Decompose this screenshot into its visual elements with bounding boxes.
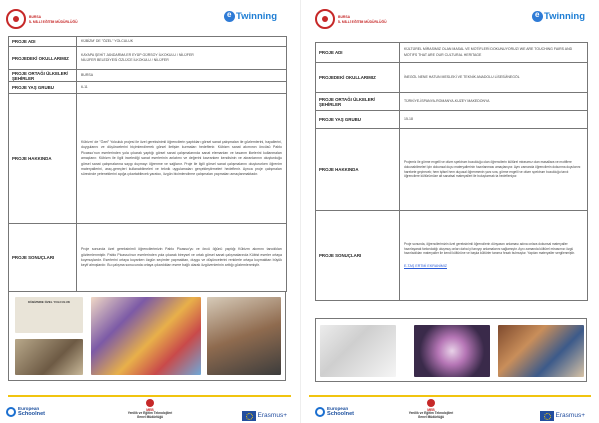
erasmus-text: Erasmus+ <box>555 412 585 420</box>
left-page <box>0 0 299 423</box>
page-footer <box>0 395 299 423</box>
yegm-seal-icon <box>427 399 435 407</box>
value-partners: BURSA <box>77 70 287 82</box>
poster-image <box>15 297 83 333</box>
yegm-title: MEB <box>146 408 154 412</box>
row-age-group <box>316 111 588 129</box>
project-info-table <box>8 36 287 292</box>
european-schoolnet-logo <box>315 405 371 419</box>
yegm-line1: Yenilik ve Eğitim Teknolojileri <box>127 411 173 415</box>
results-text: Proje sonunda, öğrencilerimizin özel gereksinimli öğrencilerin dünyasını anlaması adına onlara dokunsal materyaller hazırlayarak farkındalığı uluşmuş onları daha iyi tanıyıp anlamalarını sağlamıştır. Aynı zamanda kültürel mirasımızı özgü hazırladıkları materyaller ile kendi kültürüne ve başka kültürler tanıma fırsatı bulmuştur. Yapılan materyaller sergilenmiştir. <box>404 241 575 256</box>
right-page <box>300 0 599 423</box>
label-project-name: PROJE ADI <box>316 43 400 63</box>
materials-image-2 <box>498 325 584 377</box>
poster-caption: KÜBİZMDE ÖZEL YOLCULUK <box>27 300 71 304</box>
page-footer <box>301 395 599 423</box>
eu-flag-icon <box>540 411 554 421</box>
etwinning-logo <box>224 11 277 22</box>
yegm-title: MEB <box>427 408 435 412</box>
erasmus-logo <box>242 407 287 420</box>
es-line2: Schoolnet <box>327 411 355 417</box>
value-project-name: KÜBİZM' DE "ÖZEL" YOLCULUK <box>77 37 287 47</box>
label-partners: PROJE ORTAĞI ÜLKELER/ŞEHİRLER <box>9 70 77 82</box>
yegm-line2: Genel Müdürlüğü <box>136 414 164 419</box>
european-schoolnet-logo <box>6 405 62 419</box>
erasmus-logo <box>540 407 585 420</box>
yegm-line2: Genel Müdürlüğü <box>417 414 445 419</box>
label-results: PROJE SONUÇLARI <box>9 224 77 292</box>
page-header <box>301 6 599 32</box>
project-images <box>8 291 286 381</box>
value-about: Kübizm' de "Özel" Yolculuk projesi ile özel gereksinimli öğrencilerin yaptıkları görsel sanat çalışmaları ile gözlemlerini, hayallerini, duygularını ve düşüncelerini biçimlendirerek görsel iletişim kurmaları hedeflenir. Kübizm sanat akımının öncüsü Pablo Picasso'nun eserlerinden yola çıkarak yaptığı görsel sanat çalışmalarında sanat elemanları ve tasarım ilkelerini kullanmaları amaçlanır. Kübizm ile ilgili incelediği sanat eserlerinin anlatımı ve değerini kavranken kendisinin ve akranlarının oluşturduğu görsel sanat çalışmalarına saygı duymayı öğrenme ve sağlanır. Proje ile ilgili görsel sanat çalışmalarını oluştururken öğrenim materyallerini, araç-gereçleri kullanabilmeleri ve teknik uygulamaları gerçekleştirmeleri hedeflenir. Ayrıca proje çalışmaları sürecinde yeteneklerini açığa çıkartabilecek yaratıcı, özgün bicimlendirme çalışmaları yapmaları amaçlanmaktadır. <box>77 94 287 224</box>
materials-image-1 <box>320 325 396 377</box>
row-partners <box>9 70 287 82</box>
label-schools: PROJEDEKİ OKULLARIMIZ <box>316 63 400 93</box>
etwinning-star-icon <box>532 11 543 22</box>
row-schools <box>9 47 287 70</box>
meb-logo <box>315 6 385 32</box>
results-link[interactable]: E-TAŞ ERTMİ EKRANİMIZ <box>404 263 447 268</box>
yegm-seal-icon <box>146 399 154 407</box>
row-results <box>316 211 588 301</box>
es-line1: European <box>327 406 349 411</box>
label-age-group: PROJE YAŞ GRUBU <box>9 82 77 94</box>
student-artworks-image <box>91 297 201 375</box>
value-partners: TÜRKİYE-İSPANYA-ROMANYA-KUZEY MAKEDONYA <box>400 93 588 111</box>
row-about <box>9 94 287 224</box>
value-results <box>400 211 588 301</box>
etwinning-wordmark: Twinning <box>544 11 585 23</box>
row-results <box>9 224 287 292</box>
etwinning-logo <box>532 11 585 22</box>
yegm-logo <box>118 399 182 420</box>
meb-logo-line1: BURSA <box>338 15 351 19</box>
european-schoolnet-icon <box>315 407 325 417</box>
row-age-group <box>9 82 287 94</box>
meb-logo-line2: İL MİLLİ EĞİTİM MÜDÜRLÜĞÜ <box>29 20 78 24</box>
label-partners: PROJE ORTAĞI ÜLKELER/ŞEHİRLER <box>316 93 400 111</box>
eu-flag-icon <box>242 411 256 421</box>
yegm-line1: Yenilik ve Eğitim Teknolojileri <box>408 411 454 415</box>
row-schools <box>316 63 588 93</box>
project-info-table <box>315 42 588 301</box>
european-schoolnet-icon <box>6 407 16 417</box>
value-schools: İNEGÖL NENE HATUN MESLEKİ VE TEKNİK ANADOLU LİSESİ/İNEGÖL <box>400 63 588 93</box>
value-project-name: KÜLTÜREL MİRASIMIZ OLAN MASAL VE MOTİFLERİ DOKUNUYORUZ/ WE ARE TOUCHING FAIRS AND MOTIFS THAT ARE OUR CULTURAL HERITAGE <box>400 43 588 63</box>
label-about: PROJE HAKKINDA <box>9 94 77 224</box>
label-age-group: PROJE YAŞ GRUBU <box>316 111 400 129</box>
value-age-group: 6-11 <box>77 82 287 94</box>
etwinning-wordmark: Twinning <box>236 11 277 23</box>
meb-seal-icon <box>315 9 335 29</box>
row-project-name <box>9 37 287 47</box>
meb-logo-line2: İL MİLLİ EĞİTİM MÜDÜRLÜĞÜ <box>338 20 387 24</box>
label-about: PROJE HAKKINDA <box>316 129 400 211</box>
label-schools: PROJEDEKİ OKULLARIMIZ <box>9 47 77 70</box>
label-results: PROJE SONUÇLARI <box>316 211 400 301</box>
value-about: Projemiz ile görme engelli ve otizm spektrum bozukluğu olan öğrencilerin kültürel mirasımız olan masallara ve motiflere dokunabilmeleri için dokunsal duyu materyallerinin hazırlanması amaçlanıyor. Aynı zamanda öğrencilerin dokunma duyularını harekete geçirecek; hem işitsel hem duyusal öğrenmenin yanı sıra, görme engelli ve otizm spektrum bozukluğu tanılı öğrencilere kültürümüze ait sanatsal materyalleri ile buluşturmak ta hedefleniyor. <box>400 129 588 211</box>
meb-logo <box>6 6 76 32</box>
value-schools: KAYAPA ŞEHİT JANDARMA ER EYÜP GÜRSOY İLKOKULU / NİLÜFER NİLÜFER BELEDİYESİ ÖZLÜCE İLKOKULU / NİLÜFER <box>77 47 287 70</box>
footer-divider <box>8 395 291 397</box>
student-portrait-image <box>207 297 281 375</box>
row-partners <box>316 93 588 111</box>
yegm-logo <box>399 399 463 420</box>
etwinning-star-icon <box>224 11 235 22</box>
cubist-collage-image <box>15 339 83 375</box>
label-project-name: PROJE ADI <box>9 37 77 47</box>
es-line1: European <box>18 406 40 411</box>
row-about <box>316 129 588 211</box>
page-header <box>0 6 299 32</box>
es-line2: Schoolnet <box>18 411 46 417</box>
value-age-group: 15-18 <box>400 111 588 129</box>
row-project-name <box>316 43 588 63</box>
value-results: Proje sonunda özel gereksinimli öğrencilerimizin Pablo Picasso'yu ve öncü öğünü yaptığı Kübizm akımını tanıdıkları gözlemlenmiştir. Pablo Picasso'nun eserlerinden yola çıkarak bireysel ve ortak görsel sanat çalışmalarında Kübist eserler ortaya koymuşlardır. Eserlerini ortaya koyarken özgün seçimler yapmaktan, duygu ve düşüncelerini renklerle ortaya koymaktan büyük keyif almışlardır. Bu çalışma sonucunda ortaya çıkardıkları esere bağlı olarak özgüvenlerinin arttığı gözlemlenmiştir. <box>77 224 287 292</box>
erasmus-text: Erasmus+ <box>257 412 287 420</box>
footer-divider <box>309 395 591 397</box>
meb-logo-line1: BURSA <box>29 15 42 19</box>
meb-seal-icon <box>6 9 26 29</box>
project-images <box>315 318 587 382</box>
motif-diagram-image <box>414 325 490 377</box>
